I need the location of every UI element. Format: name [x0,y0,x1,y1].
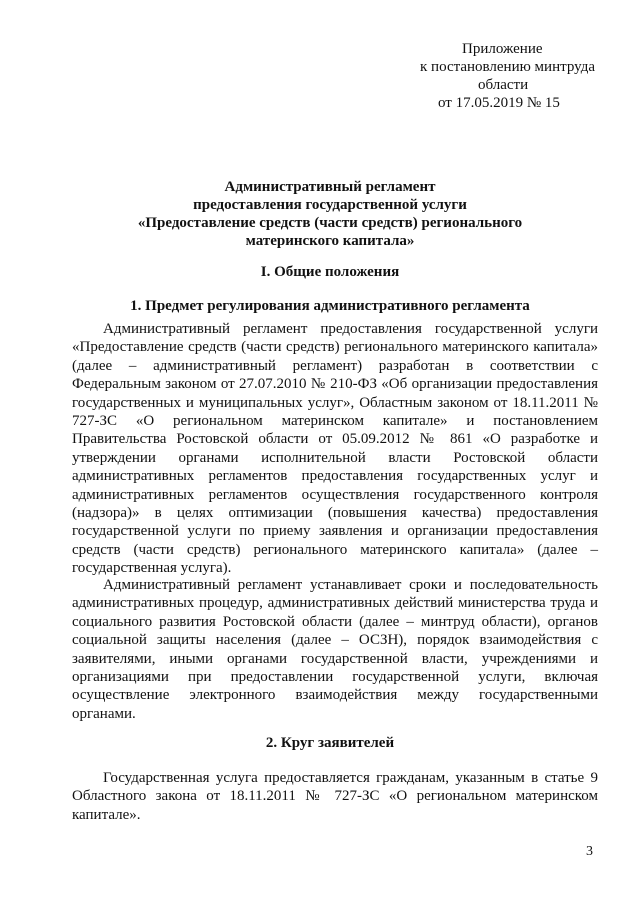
title-line: материнского капитала» [245,233,415,249]
paragraph: Административный регламент устанавливает сроки и последовательность административных процедур, административных действий министерства труда и социального развития Ростовской области (далее – минтруд области), органов социальной защиты населения (далее – ОСЗН), порядок взаимодействия с заявителями, иными органами государственной власти, учреждениями и организациями при предоставлении государственной услуги, включая осуществление электронного взаимодействия между государственными органами. [72,577,598,722]
section-heading: I. Общие положения [260,264,400,280]
appendix-line: к постановлению минтруда [420,59,595,75]
subsection-heading: 2. Круг заявителей [265,735,395,751]
title-line: Административный регламент [224,179,436,195]
subsection-heading: 1. Предмет регулирования административного регламента [130,298,530,314]
appendix-header [420,40,610,112]
title-line: «Предоставление средств (части средств) регионального [137,215,523,231]
appendix-line: области [478,77,529,93]
title-line: предоставления государственной услуги [193,197,467,213]
paragraph: Административный регламент предоставления государственной услуги «Предоставление средств (части средств) регионального материнского капитала» (далее – административный регламент) разработан в соответствии с Федеральным законом от 27.07.2010 № 210-ФЗ «Об организации предоставления государственных и муниципальных услуг», Областным законом от 18.11.2011 № 727-ЗС «О региональном материнском капитале» и постановлением Правительства Ростовской области от 05.09.2012 № 861 «О разработке и утверждении органами исполнительной власти Ростовской области административных регламентов предоставления государственных услуг и административных регламентов осуществления государственного контроля (надзора)» в целях оптимизации (повышения качества) предоставления государственной услуги по приему заявления и организации предоставления средств (части средств) регионального материнского капитала» (далее – государственная услуга). [72,321,598,577]
appendix-line: Приложение [462,41,543,57]
paragraph: Государственная услуга предоставляется гражданам, указанным в статье 9 Областного закона от 18.11.2011 № 727-ЗС «О региональном материнском капитале». [72,770,598,823]
appendix-line: от 17.05.2019 № 15 [438,95,560,111]
page-number: 3 [586,844,593,859]
document-title [60,178,600,250]
